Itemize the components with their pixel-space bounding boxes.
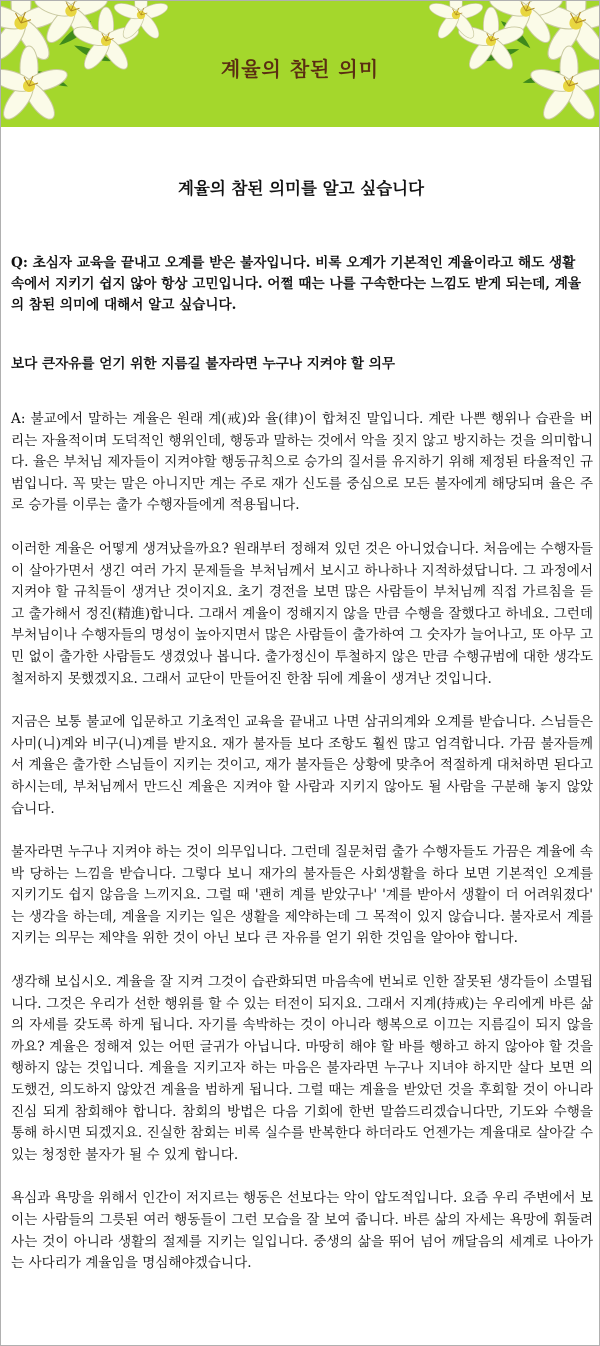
answer-paragraph: 이러한 계율은 어떻게 생겨났을까요? 원래부터 정해져 있던 것은 아니었습니다. 처음에는 수행자들이 살아가면서 생긴 여러 가지 문제들을 부처님께서 보시고 하나하나 지적하셨답니다. 그 과정에서 지켜야 할 규칙들이 생겨난 것이지요. 초기 경전을 보면 많은 사람들이 부처님께 직접 가르침을 듣고 출가해서 정진(精進)합니다. 그래서 계율이 정해지지 않을 만큼 수행을 잘했다고 하네요. 그런데 부처님이나 수행자들의 명성이 높아지면서 많은 사람들이 출가하여 그 숫자가 늘어나고, 또 아무 고민 없이 출가한 사람들도 생겼었나 봅니다. 출가정신이 투철하지 않은 만큼 수행규범에 대한 생각도 철저하지 못했겠지요. 그래서 교단이 만들어진 한참 뒤에 계율이 생겨난 것입니다. — [11, 540, 593, 687]
banner-title: 계율의 참된 의미 — [220, 57, 380, 81]
article-body — [9, 141, 593, 1275]
article-subheading: 보다 큰자유를 얻기 위한 지름길 불자라면 누구나 지켜야 할 의무 — [11, 356, 396, 372]
answer-paragraph: 불자라면 누구나 지켜야 하는 것이 의무입니다. 그런데 질문처럼 출가 수행자들도 가끔은 계율에 속박 당하는 느낌을 받습니다. 그렇다 보니 재가의 불자들은 사회생활을 하다 보면 기본적인 오계를 지키기도 쉽지 않음을 느끼지요. 그럴 때 '괜히 계를 받았구나' '계를 받아서 생활이 더 어려워졌다' 는 생각을 하는데, 계율을 지키는 일은 생활을 제약하는데 그 목적이 있지 않습니다. 불자로서 계를 지키는 의무는 제약을 위한 것이 아닌 보다 큰 자유를 얻기 위한 것임을 알아야 합니다. — [11, 844, 593, 947]
answer-paragraph: 생각해 보십시오. 계율을 잘 지켜 그것이 습관화되면 마음속에 번뇌로 인한 잘못된 생각들이 소멸됩니다. 그것은 우리가 선한 행위를 할 수 있는 터전이 되지요. 그래서 지계(持戒)는 우리에게 바른 삶의 자세를 갖도록 하게 됩니다. 자기를 속박하는 것이 아니라 행복으로 이끄는 지름길이 되지 않을까요? 계율은 정해져 있는 어떤 글귀가 아닙니다. 마땅히 해야 할 바를 행하고 하지 않아야 할 것을 행하지 않는 것입니다. 계율을 지키고자 하는 마음은 불자라면 누구나 지녀야 하지만 살다 보면 의도했건, 의도하지 않았건 계율을 범하게 됩니다. 그럴 때는 계율을 받았던 것을 후회할 것이 아니라 진심 되게 참회해야 합니다. 참회의 방법은 다음 기회에 한번 말씀드리겠습니다만, 기도와 수행을 통해 하시면 되겠지요. 진실한 참회는 비록 실수를 반복한다 하더라도 언젠가는 계율대로 살아갈 수 있는 청정한 불자가 될 수 있게 합니다. — [11, 974, 593, 1163]
header-banner — [1, 1, 599, 127]
article-heading: 계율의 참된 의미를 알고 싶습니다 — [177, 179, 425, 198]
answer-paragraph: 욕심과 욕망을 위해서 인간이 저지르는 행동은 선보다는 악이 압도적입니다. 요즘 우리 주변에서 보이는 사람들의 그릇된 여러 행동들이 그런 모습을 잘 보여 줍니다. 바른 삶의 자세는 욕망에 휘둘려 사는 것이 아니라 생활의 절제를 지키는 일입니다. 중생의 삶을 뛰어 넘어 깨달음의 세계로 나아가는 사다리가 계율임을 명심해야겠습니다. — [11, 1190, 593, 1272]
answer-paragraph: A: 불교에서 말하는 계율은 원래 계(戒)와 율(律)이 합쳐진 말입니다. 계란 나쁜 행위나 습관을 버리는 자율적이며 도덕적인 행위인데, 행동과 말하는 것에서 악을 짓지 않고 방지하는 것을 의미합니다. 율은 부처님 제자들이 지켜야할 행동규칙으로 승가의 질서를 유지하기 위해 제정된 타율적인 규범입니다. 꼭 맞는 말은 아니지만 계는 주로 재가 신도를 중심으로 모든 불자에게 해당되며 율은 주로 승가를 이루는 출가 수행자들에게 적용됩니다. — [11, 411, 593, 514]
question-text: Q: 초심자 교육을 끝내고 오계를 받은 불자입니다. 비록 오계가 기본적인 계율이라고 해도 생활 속에서 지키기 쉽지 않아 항상 고민입니다. 어쩔 때는 나를 구속한다는 느낌도 받게 되는데, 계율의 참된 의미에 대해서 알고 싶습니다. — [11, 255, 581, 313]
answer-paragraph: 지금은 보통 불교에 입문하고 기초적인 교육을 끝내고 나면 삼귀의계와 오계를 받습니다. 스님들은 사미(니)계와 비구(니)계를 받지요. 재가 불자들 보다 조항도 훨씬 많고 엄격합니다. 가끔 불자들께서 계율은 출가한 스님들이 지키는 것이고, 재가 불자들은 상황에 맞추어 적절하게 대처하면 된다고 하시는데, 부처님께서 만드신 계율은 지켜야 할 사람과 지키지 않아도 될 사람을 구분해 놓지 않았습니다. — [11, 714, 593, 817]
